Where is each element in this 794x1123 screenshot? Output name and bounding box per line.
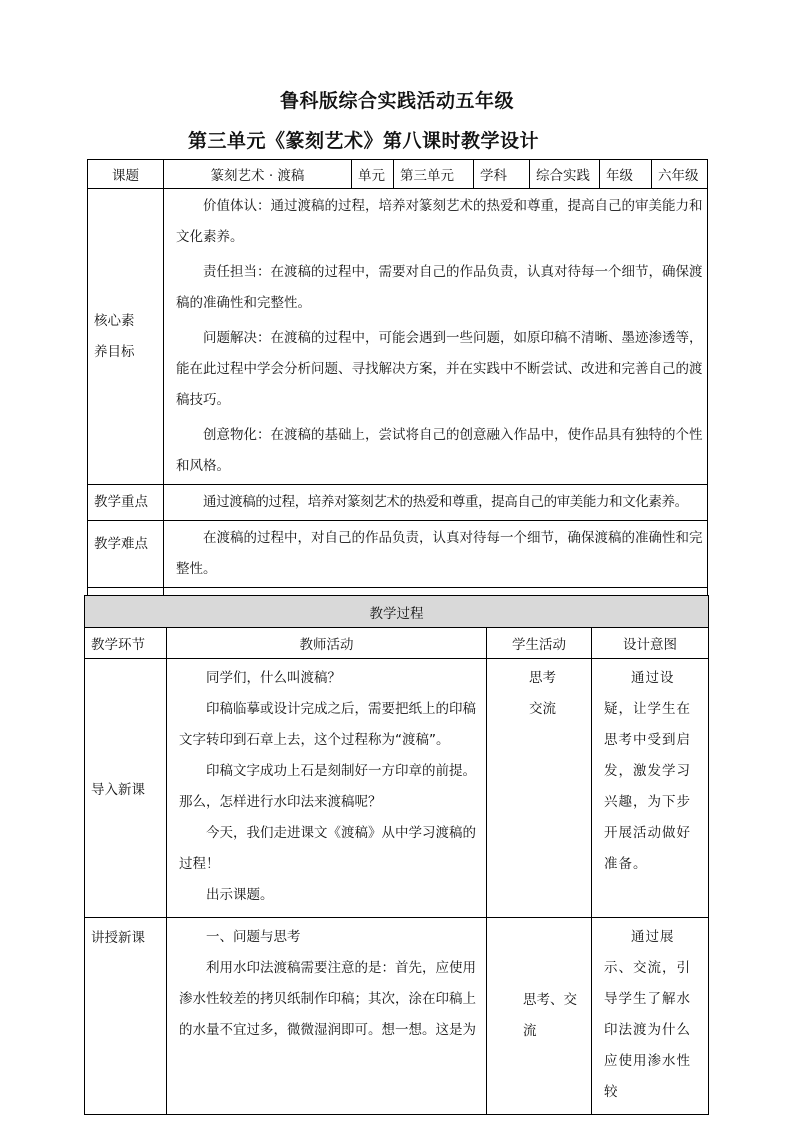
label-key-point: 教学重点 (88, 485, 164, 521)
process-header-row (85, 628, 709, 659)
info-row-course (88, 160, 708, 189)
label-unit: 单元 (352, 160, 394, 189)
key-point-content (164, 485, 708, 521)
student-line: 思考、交流 (523, 992, 577, 1039)
process-table (84, 595, 709, 1115)
info-row-difficulty (88, 521, 708, 588)
teacher-line: 利用水印法渡稿需要注意的是：首先，应使用渗水性较差的拷贝纸制作印稿；其次，涂在印稿上的水量不宜过多，微微湿润即可。想一想。这是为 (179, 960, 476, 1038)
difficulty-text: 在渡稿的过程中，对自己的作品负责，认真对待每一个细节，确保渡稿的准确性和完整性。 (176, 530, 703, 577)
design-intent-intro (592, 659, 709, 918)
student-activity-intro (487, 659, 592, 918)
teacher-line: 一、问题与思考 (206, 929, 301, 945)
core-goal-paragraph: 问题解决：在渡稿的过程中，可能会遇到一些问题，如原印稿不清晰、墨迹渗透等，能在此过程中学会分析问题、寻找解决方案，并在实践中不断尝试、改进和完善自己的渡稿技巧。 (176, 330, 703, 408)
label-subject: 学科 (474, 160, 530, 189)
label-core-goals-line1: 核心素 (94, 312, 135, 329)
core-goal-paragraph: 责任担当：在渡稿的过程中，需要对自己的作品负责，认真对待每一个细节，确保渡稿的准确性和完整性。 (176, 264, 703, 311)
process-title: 教学过程 (85, 596, 709, 628)
teacher-activity-intro (167, 659, 487, 918)
header-stage: 教学环节 (85, 628, 167, 659)
stage-intro: 导入新课 (85, 659, 167, 918)
teacher-line: 印稿临摹或设计完成之后，需要把纸上的印稿文字转印到石章上去，这个过程称为“渡稿”。 (179, 701, 476, 748)
info-row-core-goals (88, 189, 708, 485)
grade-value: 六年级 (652, 160, 708, 189)
difficulty-content (164, 521, 708, 588)
stage-lecture: 讲授新课 (85, 918, 167, 1115)
design-intent-lecture (592, 918, 709, 1115)
teacher-line: 出示课题。 (206, 887, 274, 903)
process-row-lecture (85, 918, 709, 1115)
info-row-key-point (88, 485, 708, 521)
header-student: 学生活动 (487, 628, 592, 659)
core-goals-content (164, 189, 708, 485)
header-teacher: 教师活动 (167, 628, 487, 659)
process-title-row (85, 596, 709, 628)
teacher-line: 今天，我们走进课文《渡稿》从中学习渡稿的过程！ (179, 825, 476, 872)
design-text: 通过展示、交流，引导学生了解水印法渡为什么应使用渗水性较 (604, 929, 691, 1100)
document-subtitle: 第三单元《篆刻艺术》第八课时教学设计 (188, 130, 540, 152)
document-title: 鲁科版综合实践活动五年级 (279, 90, 514, 112)
student-activity-lecture (487, 918, 592, 1115)
unit-value: 第三单元 (394, 160, 474, 189)
subject-value: 综合实践 (530, 160, 600, 189)
label-course: 课题 (88, 160, 164, 189)
label-difficulty: 教学难点 (88, 521, 164, 588)
design-text: 通过设疑，让学生在思考中受到启发，激发学习兴趣，为下步开展活动做好准备。 (604, 670, 691, 872)
student-line: 交流 (529, 701, 556, 717)
info-table (87, 159, 708, 624)
teacher-line: 印稿文字成功上石是刻制好一方印章的前提。那么，怎样进行水印法来渡稿呢？ (179, 763, 476, 810)
key-point-text: 通过渡稿的过程，培养对篆刻艺术的热爱和尊重，提高自己的审美能力和文化素养。 (203, 494, 688, 510)
label-grade: 年级 (600, 160, 652, 189)
process-row-intro (85, 659, 709, 918)
label-core-goals (88, 189, 164, 485)
student-line: 思考 (529, 670, 556, 686)
core-goal-paragraph: 价值体认：通过渡稿的过程，培养对篆刻艺术的热爱和尊重，提高自己的审美能力和文化素养。 (176, 198, 703, 245)
teacher-line: 同学们，什么叫渡稿？ (206, 670, 341, 686)
header-design: 设计意图 (592, 628, 709, 659)
course-value: 篆刻艺术 · 渡稿 (164, 160, 352, 189)
label-core-goals-line2: 养目标 (94, 343, 135, 360)
teacher-activity-lecture (167, 918, 487, 1115)
core-goal-paragraph: 创意物化：在渡稿的基础上，尝试将自己的创意融入作品中，使作品具有独特的个性和风格。 (176, 427, 703, 474)
